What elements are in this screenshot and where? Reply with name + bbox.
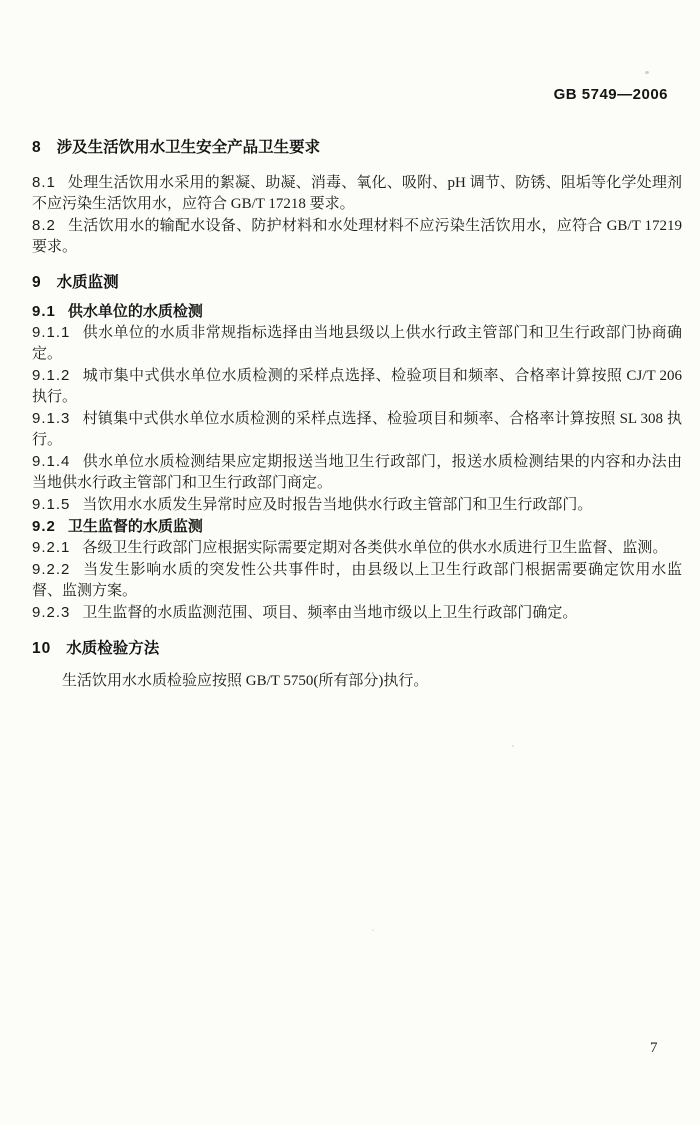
clause-text: 生活饮用水的输配水设备、防护材料和水处理材料不应污染生活饮用水，应符合 GB/T 17219 要求。	[32, 218, 682, 255]
clause-number: 9.2.3	[32, 604, 71, 621]
page-number: 7	[650, 1040, 658, 1056]
subsection-title-text: 卫生监督的水质监测	[67, 518, 203, 535]
standard-number-header: GB 5749—2006	[553, 86, 668, 103]
subsection-title-text: 供水单位的水质检测	[67, 303, 203, 320]
section-9-heading	[32, 272, 682, 293]
clause-text: 卫生监督的水质监测范围、项目、频率由当地市级以上卫生行政部门确定。	[82, 605, 578, 621]
clause-9-1-2	[32, 365, 682, 408]
clause-9-1-1	[32, 322, 682, 365]
clause-number: 9.1.3	[32, 410, 71, 427]
subsection-number: 9.2	[32, 518, 56, 535]
clause-8-2	[32, 215, 682, 258]
clause-9-2-1	[32, 537, 682, 559]
scan-artifact	[372, 929, 374, 931]
clause-text: 各级卫生行政部门应根据实际需要定期对各类供水单位的供水水质进行卫生监督、监测。	[82, 540, 668, 556]
clause-9-1-4	[32, 451, 682, 494]
section-10-heading	[32, 638, 682, 659]
clause-8-1	[32, 172, 682, 215]
clause-number: 9.1.1	[32, 324, 71, 341]
clause-number: 9.1.2	[32, 367, 71, 384]
clause-text: 供水单位的水质非常规指标选择由当地县级以上供水行政主管部门和卫生行政部门协商确定。	[32, 325, 682, 362]
clause-text: 供水单位水质检测结果应定期报送当地卫生行政部门，报送水质检测结果的内容和办法由当地供水行政主管部门和卫生行政部门商定。	[32, 454, 682, 491]
section-8-heading	[32, 137, 682, 158]
clause-text: 当饮用水水质发生异常时应及时报告当地供水行政主管部门和卫生行政部门。	[82, 497, 593, 513]
section-number: 9	[32, 274, 42, 291]
scan-artifact	[512, 745, 514, 747]
scan-artifact	[178, 678, 180, 680]
section-title-text: 涉及生活饮用水卫生安全产品卫生要求	[56, 139, 321, 156]
subsection-9-2-heading	[32, 516, 682, 537]
subsection-number: 9.1	[32, 303, 56, 320]
clause-9-1-5	[32, 494, 682, 516]
clause-text: 城市集中式供水单位水质检测的采样点选择、检验项目和频率、合格率计算按照 CJ/T 206 执行。	[32, 368, 682, 405]
clause-number: 8.1	[32, 174, 56, 191]
section-number: 8	[32, 139, 42, 156]
page-content	[32, 137, 682, 692]
clause-number: 8.2	[32, 217, 56, 234]
section-number: 10	[32, 640, 52, 657]
section-title-text: 水质检验方法	[66, 640, 160, 657]
clause-9-2-3	[32, 602, 682, 624]
scan-artifact	[645, 71, 649, 74]
clause-9-2-2	[32, 559, 682, 602]
clause-text: 当发生影响水质的突发性公共事件时，由县级以上卫生行政部门根据需要确定饮用水监督、监测方案。	[32, 562, 682, 599]
clause-9-1-3	[32, 408, 682, 451]
clause-text: 村镇集中式供水单位水质检测的采样点选择、检验项目和频率、合格率计算按照 SL 308 执行。	[32, 411, 682, 448]
section-10-paragraph: 生活饮用水水质检验应按照 GB/T 5750(所有部分)执行。	[62, 673, 429, 689]
clause-number: 9.2.2	[32, 561, 71, 578]
clause-number: 9.1.4	[32, 453, 71, 470]
section-title-text: 水质监测	[56, 274, 119, 291]
clause-text: 处理生活饮用水采用的絮凝、助凝、消毒、氧化、吸附、pH 调节、防锈、阻垢等化学处理剂不应污染生活饮用水，应符合 GB/T 17218 要求。	[32, 175, 682, 212]
subsection-9-1-heading	[32, 301, 682, 322]
clause-number: 9.2.1	[32, 539, 71, 556]
clause-number: 9.1.5	[32, 496, 71, 513]
